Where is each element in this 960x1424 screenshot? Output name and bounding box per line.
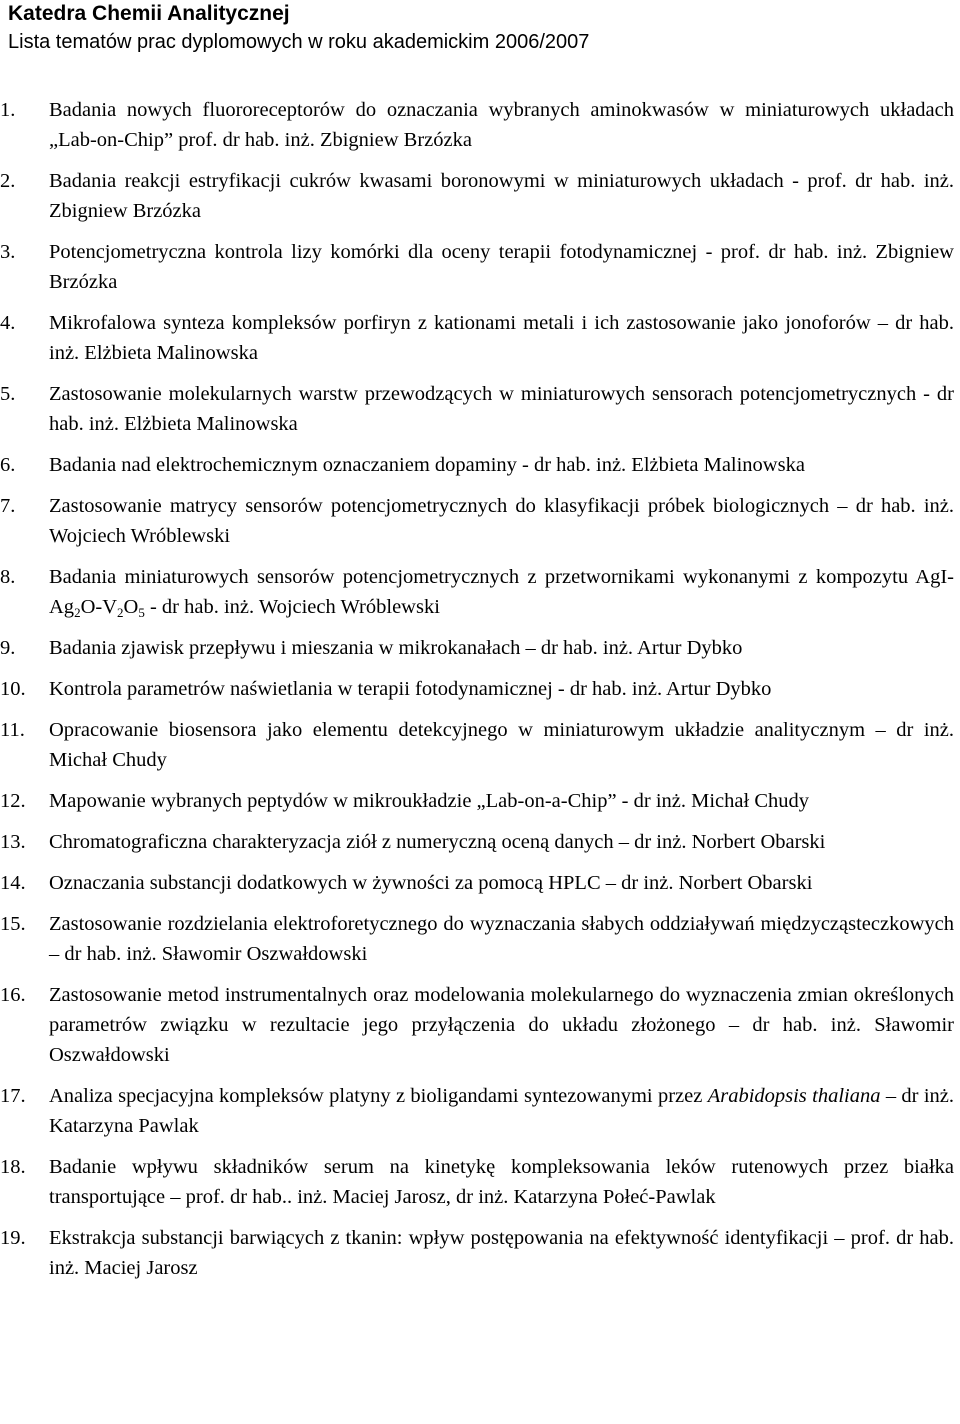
topic-text: Kontrola parametrów naświetlania w terapii fotodynamicznej - dr hab. inż. Artur Dybko — [49, 678, 772, 700]
subscript: 5 — [138, 605, 145, 620]
topic-item — [0, 980, 960, 1070]
topic-number: 2. — [0, 170, 16, 192]
topic-text: Zastosowanie matrycy sensorów potencjometrycznych do klasyfikacji próbek biologicznych – dr hab. inż. Wojciech Wróblewski — [49, 495, 954, 547]
topic-number: 9. — [0, 637, 16, 659]
topic-item — [0, 308, 960, 368]
topic-item — [0, 674, 960, 704]
topic-number: 4. — [0, 312, 16, 334]
topic-item — [0, 562, 960, 622]
species-name: Arabidopsis thaliana — [707, 1085, 881, 1107]
topic-number: 14. — [0, 872, 26, 894]
topic-text: Zastosowanie molekularnych warstw przewodzących w miniaturowych sensorach potencjometrycznych - dr hab. inż. Elżbieta Malinowska — [49, 383, 954, 435]
topic-text: Badanie wpływu składników serum na kinetykę kompleksowania leków rutenowych przez białka transportujące – prof. dr hab.. inż. Maciej Jarosz, dr inż. Katarzyna Połeć-Pawlak — [49, 1156, 954, 1208]
topic-text: Oznaczania substancji dodatkowych w żywności za pomocą HPLC – dr inż. Norbert Obarski — [49, 872, 813, 894]
list-subtitle: Lista tematów prac dyplomowych w roku akademickim 2006/2007 — [8, 31, 590, 53]
topic-number: 8. — [0, 566, 16, 588]
topic-item — [0, 786, 960, 816]
topic-text: Badania nowych fluororeceptorów do oznaczania wybranych aminokwasów w miniaturowych układach „Lab-on-Chip” prof. dr hab. inż. Zbigniew Brzózka — [49, 99, 954, 151]
topics-list — [0, 95, 960, 1294]
topic-number: 3. — [0, 241, 16, 263]
topic-text-part: O — [123, 596, 139, 618]
topic-number: 17. — [0, 1085, 26, 1107]
topic-item — [0, 1152, 960, 1212]
topic-number: 16. — [0, 984, 26, 1006]
topic-text-part: - dr hab. inż. Wojciech Wróblewski — [144, 596, 440, 618]
topic-text: Opracowanie biosensora jako elementu detekcyjnego w miniaturowym układzie analitycznym – dr inż. Michał Chudy — [49, 719, 954, 771]
document-header — [8, 0, 948, 56]
topic-item — [0, 379, 960, 439]
topic-item — [0, 1081, 960, 1141]
topic-number: 11. — [0, 719, 25, 741]
topic-number: 7. — [0, 495, 16, 517]
topic-text: Badania nad elektrochemicznym oznaczaniem dopaminy - dr hab. inż. Elżbieta Malinowska — [49, 454, 805, 476]
topic-number: 10. — [0, 678, 26, 700]
topic-item — [0, 868, 960, 898]
topic-item — [0, 450, 960, 480]
topic-item — [0, 909, 960, 969]
topic-item — [0, 237, 960, 297]
department-title: Katedra Chemii Analitycznej — [8, 2, 290, 25]
subscript: 2 — [117, 605, 124, 620]
topic-number: 1. — [0, 99, 16, 121]
topic-text-part: O-V — [80, 596, 117, 618]
topic-number: 19. — [0, 1227, 26, 1249]
topic-text: Badania zjawisk przepływu i mieszania w mikrokanałach – dr hab. inż. Artur Dybko — [49, 637, 743, 659]
topic-item — [0, 491, 960, 551]
topic-text-part: Badania miniaturowych sensorów potencjometrycznych z przetwornikami wykonanymi z kompozytu AgI-Ag — [49, 566, 954, 618]
topic-text-part: – dr inż. Katarzyna Pawlak — [49, 1085, 954, 1137]
topic-text: Chromatograficzna charakteryzacja ziół z numeryczną oceną danych – dr inż. Norbert Obarski — [49, 831, 826, 853]
topic-number: 12. — [0, 790, 26, 812]
topic-text-part: Analiza specjacyjna kompleksów platyny z bioligandami syntezowanymi przez — [49, 1085, 708, 1107]
topic-text: Mapowanie wybranych peptydów w mikroukładzie „Lab-on-a-Chip” - dr inż. Michał Chudy — [49, 790, 809, 812]
topic-text: Mikrofalowa synteza kompleksów porfiryn z kationami metali i ich zastosowanie jako jonoforów – dr hab. inż. Elżbieta Malinowska — [49, 312, 954, 364]
topic-number: 6. — [0, 454, 16, 476]
subscript: 2 — [74, 605, 81, 620]
topic-item — [0, 827, 960, 857]
topic-text: Potencjometryczna kontrola lizy komórki dla oceny terapii fotodynamicznej - prof. dr hab. inż. Zbigniew Brzózka — [49, 241, 954, 293]
topic-item — [0, 95, 960, 155]
topic-text: Zastosowanie metod instrumentalnych oraz modelowania molekularnego do wyznaczenia zmian określonych parametrów związku w rezultacie jego przyłączenia do układu złożonego – dr hab. inż. Sławomir Oszwałdowski — [49, 984, 954, 1066]
topic-item — [0, 633, 960, 663]
topic-text: Badania reakcji estryfikacji cukrów kwasami boronowymi w miniaturowych układach - prof. dr hab. inż. Zbigniew Brzózka — [49, 170, 954, 222]
topic-number: 13. — [0, 831, 26, 853]
topic-item — [0, 715, 960, 775]
topic-item — [0, 1223, 960, 1283]
topic-number: 5. — [0, 383, 16, 405]
topic-number: 18. — [0, 1156, 26, 1178]
topic-number: 15. — [0, 913, 26, 935]
topic-item — [0, 166, 960, 226]
topic-text: Zastosowanie rozdzielania elektroforetycznego do wyznaczania słabych oddziaływań międzycząsteczkowych – dr hab. inż. Sławomir Oszwałdowski — [49, 913, 954, 965]
topic-text: Ekstrakcja substancji barwiących z tkanin: wpływ postępowania na efektywność identyfikacji – prof. dr hab. inż. Maciej Jarosz — [49, 1227, 954, 1279]
